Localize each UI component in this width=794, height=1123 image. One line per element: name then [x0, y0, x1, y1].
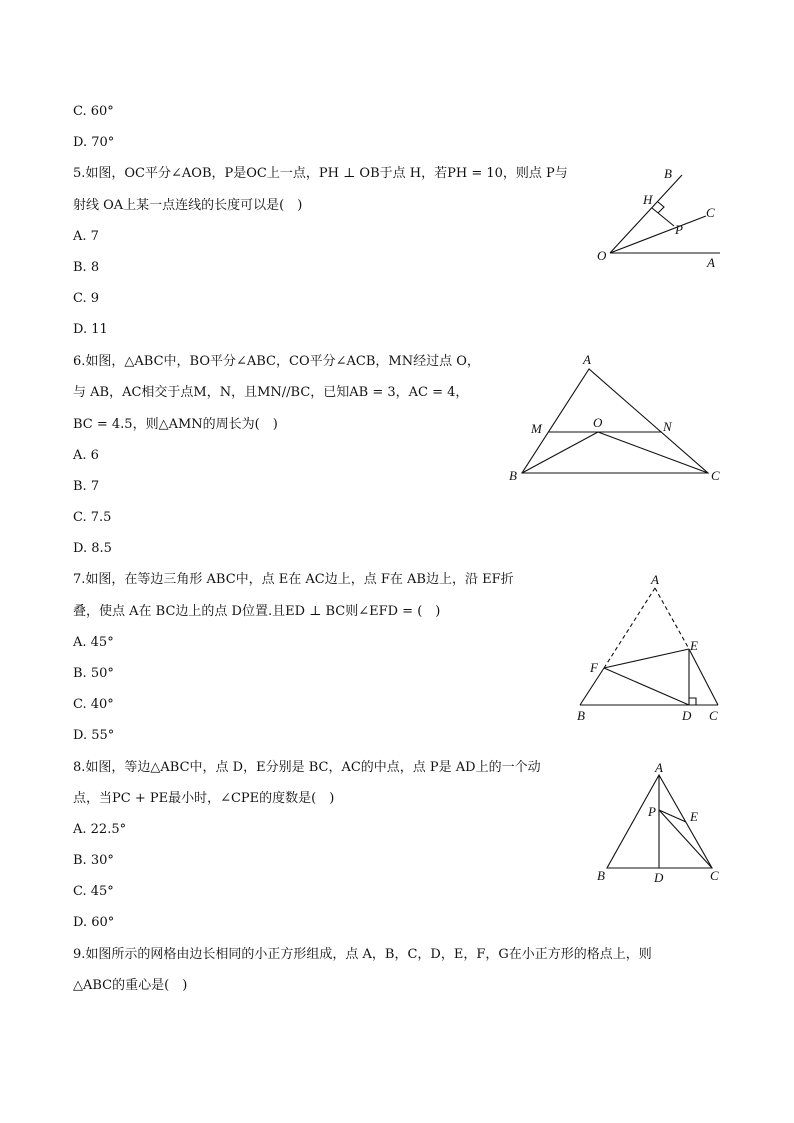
q5-option-c: C. 9: [73, 291, 100, 306]
q6-label-a: A: [583, 352, 591, 367]
q7-label-f: F: [590, 660, 598, 675]
q8-option-d: D. 60°: [73, 915, 115, 930]
q6-stem-line2: 与 AB，AC相交于点M，N，且MN//BC，已知AB = 3，AC = 4，: [73, 385, 469, 400]
q8-label-c: C: [710, 868, 719, 883]
q7-label-c: C: [709, 708, 718, 723]
q5-label-o: O: [597, 248, 607, 263]
q6-stem-line3: BC = 4.5，则△AMN的周长为( ): [73, 417, 278, 432]
q6-stem-line1: 6.如图，△ABC中，BO平分∠ABC，CO平分∠ACB，MN经过点 O，: [73, 354, 480, 369]
q6-option-a: A. 6: [73, 448, 99, 463]
q7-stem-line2: 叠，使点 A在 BC边上的点 D位置.且ED ⊥ BC则∠EFD = ( ): [73, 604, 441, 619]
q5-label-p: P: [675, 222, 683, 237]
q8-label-b: B: [597, 868, 605, 883]
q8-label-e: E: [690, 809, 698, 824]
q4-option-c: C. 60°: [73, 104, 114, 119]
q7-label-b: B: [577, 708, 585, 723]
q5-label-b: B: [664, 166, 672, 181]
q5-label-h: H: [643, 192, 653, 207]
q6-label-b: B: [509, 468, 517, 483]
q6-option-d: D. 8.5: [73, 541, 112, 556]
q5-label-c: C: [706, 205, 715, 220]
q5-label-a: A: [707, 255, 715, 270]
q9-stem-line1: 9.如图所示的网格由边长相同的小正方形组成，点 A，B，C，D，E，F，G在小正方形的格点上，则: [73, 947, 652, 962]
q6-label-o: O: [593, 415, 603, 430]
q7-stem-line1: 7.如图，在等边三角形 ABC中，点 E在 AC边上，点 F在 AB边上，沿 EF折: [73, 572, 514, 587]
q7-label-d: D: [682, 708, 692, 723]
q7-label-e: E: [690, 638, 698, 653]
q8-label-d: D: [654, 870, 664, 885]
q8-option-b: B. 30°: [73, 853, 114, 868]
q6-option-b: B. 7: [73, 479, 100, 494]
q6-label-n: N: [663, 419, 672, 434]
q5-stem-line2: 射线 OA上某一点连线的长度可以是( ): [73, 198, 303, 213]
q8-label-p: P: [648, 804, 656, 819]
q5-option-d: D. 11: [73, 322, 108, 337]
q9-stem-line2: △ABC的重心是( ): [73, 978, 188, 993]
q8-option-c: C. 45°: [73, 884, 114, 899]
q8-label-a: A: [655, 760, 663, 775]
q7-option-c: C. 40°: [73, 697, 114, 712]
q6-label-m: M: [531, 421, 542, 436]
q4-option-d: D. 70°: [73, 135, 115, 150]
q5-option-b: B. 8: [73, 260, 100, 275]
q6-label-c: C: [711, 468, 720, 483]
q8-stem-line2: 点，当PC + PE最小时，∠CPE的度数是( ): [73, 791, 335, 806]
q5-stem-line1: 5.如图，OC平分∠AOB，P是OC上一点，PH ⊥ OB于点 H，若PH = 10，则点 P与: [73, 166, 568, 181]
q8-option-a: A. 22.5°: [73, 822, 127, 837]
q7-option-d: D. 55°: [73, 728, 115, 743]
q7-option-b: B. 50°: [73, 666, 114, 681]
q6-option-c: C. 7.5: [73, 510, 112, 525]
q5-option-a: A. 7: [73, 229, 99, 244]
q7-option-a: A. 45°: [73, 635, 114, 650]
q7-label-a: A: [651, 572, 659, 587]
q8-stem-line1: 8.如图，等边△ABC中，点 D，E分别是 BC，AC的中点，点 P是 AD上的一个动: [73, 760, 541, 775]
